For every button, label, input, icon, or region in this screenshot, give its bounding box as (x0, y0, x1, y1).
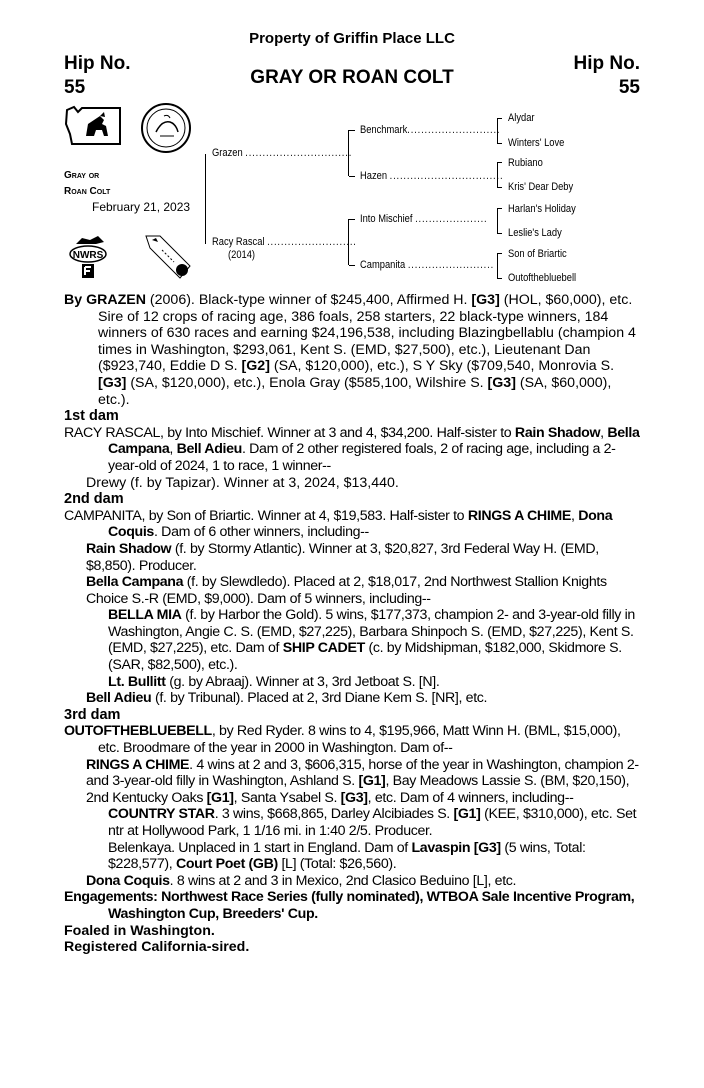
nwrs-icon (66, 232, 114, 285)
pedigree-tick (497, 118, 502, 119)
horse-title: GRAY OR ROAN COLT (250, 67, 454, 88)
third-dam-header: 3rd dam (64, 706, 121, 723)
pedigree-tick (497, 253, 502, 254)
bella-campana-entry: Bella Campana (f. by Slewdledo). Placed at 2, $18,017, 2nd Northwest Stallion Knights Choice S.-R (EMD, $9,000). Dam of 5 winners, including-- (86, 574, 607, 607)
country-star-entry: COUNTRY STAR. 3 wins, $668,865, Darley Alcibiades S. [G1] (KEE, $310,000), etc. Set ntr at Hollywood Park, 1 1/16 mi. in 1:40 2/5. Producer. (108, 806, 637, 839)
pedigree-bracket-7 (497, 253, 498, 279)
breeders-cup-icon (140, 102, 192, 159)
pedigree-g4-8: Outofthebluebell (508, 272, 577, 284)
lt-bullitt-entry: Lt. Bullitt (g. by Abraaj). Winner at 3, 3rd Jetboat S. [N]. (108, 673, 440, 690)
second-dam-header: 2nd dam (64, 491, 124, 508)
consignor: Property of Griffin Place LLC (249, 30, 455, 47)
hip-value: 55 (618, 77, 640, 98)
catalog-body (64, 292, 642, 956)
pedigree-tick (349, 265, 355, 266)
pedigree-bracket-1 (205, 154, 206, 244)
pedigree-g4-4: Kris' Dear Deby (508, 181, 574, 193)
pedigree-tick (497, 162, 502, 163)
pedigree-g4-5: Harlan's Holiday (508, 203, 576, 215)
sire-paragraph: By GRAZEN (2006). Black-type winner of $245,400, Affirmed H. [G3] (HOL, $60,000), etc. Sire of 12 crops of racing age, 386 foals, 258 starters, 22 black-type winners, 184 winners of 630 races and earning $24,196,538, including Blazingbellablu (champion 4 times in Washington, $293,061, Kent S. (EMD, $27,500), etc.), Lieutenant Dan ($923,740, Eddie D S. [G2] (SA, $120,000), etc.), S Y Sky ($709,540, Monrovia S. [G3] (SA, $120,000), etc.), Enola Gray ($585,100, Wilshire S. [G3] (SA, $60,000), etc.). (64, 292, 636, 408)
pedigree-sire-dam: Hazen ................................. (360, 170, 504, 182)
hip-value: 55 (64, 77, 86, 98)
pedigree-g4-6: Leslie's Lady (508, 227, 562, 239)
third-dam-paragraph: OUTOFTHEBLUEBELL, by Red Ryder. 8 wins to 4, $195,966, Matt Winn H. (BML, $15,000), etc. Broodmare of the year in 2000 in Washington. Dam of-- (64, 723, 621, 757)
second-dam-paragraph: CAMPANITA, by Son of Briartic. Winner at 4, $19,583. Half-sister to RINGS A CHIME, Dona Coquis. Dam of 6 other winners, including-- (64, 507, 613, 541)
pedigree-dam: Racy Rascal .......................... (212, 236, 357, 248)
pedigree-tick (497, 278, 502, 279)
pedigree-tick (349, 176, 355, 177)
bella-mia-entry: BELLA MIA (f. by Harbor the Gold). 5 wins, $177,373, champion 2- and 3-year-old filly in Washington, Angie C. S. (EMD, $27,225), Barbara Shinpoch S. (EMD, $27,225), Kent S. (EMD, $27,225), etc. Dam of SHIP CADET (c. by Midshipman, $182,000, Skidmore S. (SAR, $82,500), etc.). (108, 607, 635, 674)
pedigree-dam-year: (2014) (228, 249, 256, 261)
pedigree-sire-sire: Benchmark........................... (360, 124, 501, 136)
hip-label: Hip No. (573, 53, 640, 74)
sex-line-2: Roan Colt (64, 186, 111, 197)
pedigree-tick (497, 208, 502, 209)
pedigree-sire: Grazen ............................... (212, 147, 353, 159)
pedigree-g4-1: Alydar (508, 112, 535, 124)
pedigree-tick (349, 130, 355, 131)
svg-text:NWRS: NWRS (72, 250, 104, 261)
pedigree-g4-7: Son of Briartic (508, 248, 567, 260)
hip-label: Hip No. (64, 53, 131, 74)
first-dam-foal: Drewy (f. by Tapizar). Winner at 3, 2024, $13,440. (86, 474, 399, 491)
pedigree-g4-3: Rubiano (508, 157, 543, 169)
pedigree-g4-2: Winters' Love (508, 137, 565, 149)
foaling-date: February 21, 2023 (92, 200, 191, 214)
first-dam-paragraph: RACY RASCAL, by Into Mischief. Winner at 3 and 4, $34,200. Half-sister to Rain Shadow, Bella Campana, Bell Adieu. Dam of 2 other registered foals, 2 of racing age, including a 2-year-old of 2024, 1 to race, 1 winner-- (64, 424, 640, 474)
bell-adieu-entry: Bell Adieu (f. by Tribunal). Placed at 2, 3rd Diane Kem S. [NR], etc. (86, 690, 488, 707)
belenkaya-entry: Belenkaya. Unplaced in 1 start in England. Dam of Lavaspin [G3] (5 wins, Total: $228,577), Court Poet (GB) [L] (Total: $26,560). (108, 839, 586, 873)
pedigree-dam-sire: Into Mischief ..................... (360, 213, 488, 225)
washington-state-bred-icon (64, 104, 124, 153)
pedigree-tick (349, 219, 355, 220)
pedigree-tick (497, 233, 502, 234)
pedigree-tick (497, 187, 502, 188)
pedigree-bracket-6 (497, 208, 498, 234)
engagements: Engagements: Northwest Race Series (fully nominated), WTBOA Sale Incentive Program, Washington Cup, Breeders' Cup. (64, 889, 635, 922)
registered: Registered California-sired. (64, 939, 250, 956)
rings-a-chime-entry: RINGS A CHIME. 4 wins at 2 and 3, $606,315, horse of the year in Washington, champion 2- and 3-year-old filly in Washington, Ashland S. [G1], Bay Meadows Lassie S. (BM, $20,150), 2nd Kentucky Oaks [G1], Santa Ysabel S. [G3], etc. Dam of 4 winners, including-- (86, 756, 639, 806)
pedigree-tick (497, 143, 502, 144)
rain-shadow-entry: Rain Shadow (f. by Stormy Atlantic). Winner at 3, $20,827, 3rd Federal Way H. (EMD, $8,850). Producer. (86, 540, 599, 574)
dona-coquis-entry: Dona Coquis. 8 wins at 2 and 3 in Mexico, 2nd Clasico Beduino [L], etc. (86, 872, 517, 889)
foaled-in: Foaled in Washington. (64, 922, 215, 939)
sex-line-1: Gray or (64, 170, 100, 181)
sex-description (64, 168, 110, 200)
bill-icon (140, 232, 196, 289)
first-dam-header: 1st dam (64, 408, 119, 425)
pedigree-dam-dam: Campanita ......................... (360, 259, 495, 271)
